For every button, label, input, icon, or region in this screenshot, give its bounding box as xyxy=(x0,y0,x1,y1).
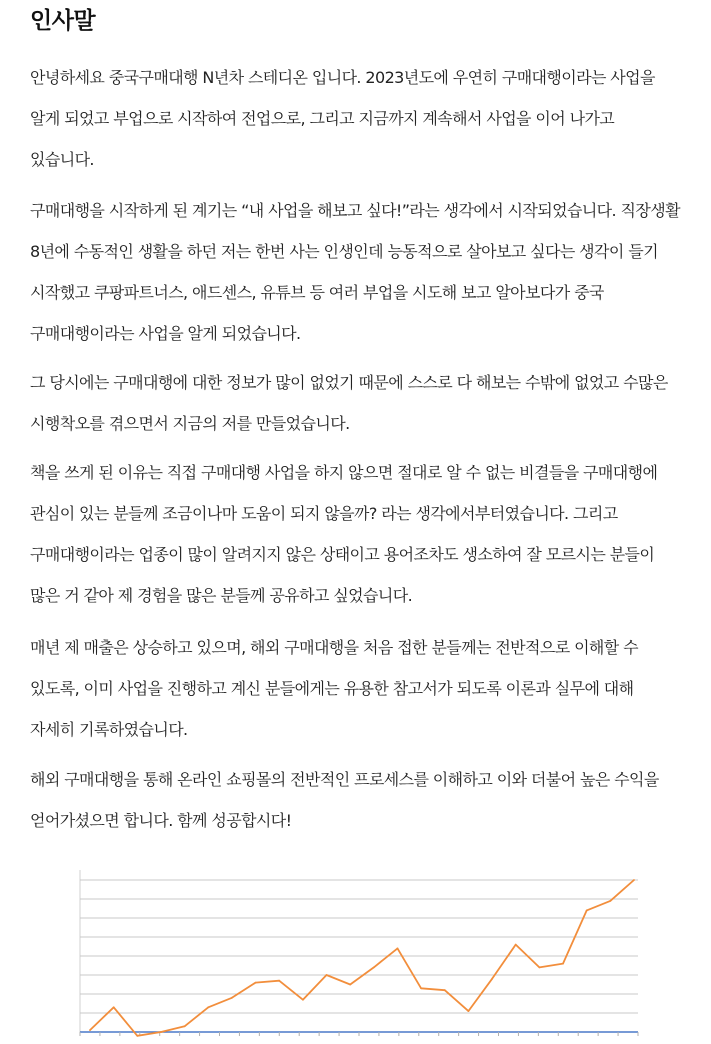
paragraph-sales: 매년 제 매출은 상승하고 있으며, 해외 구매대행을 처음 접한 분들께는 전반적으로 이해할 수 있도록, 이미 사업을 진행하고 계신 분들에게는 유용한 참고서가 되도록 이론과 실무에 대해 자세히 기록하였습니다. xyxy=(30,638,638,739)
data-point xyxy=(515,944,517,946)
data-point xyxy=(539,967,541,969)
page-title: 인사말 xyxy=(30,8,96,34)
data-point xyxy=(255,982,257,984)
data-point xyxy=(349,984,351,986)
data-point xyxy=(373,967,375,969)
data-point xyxy=(302,999,304,1001)
data-point xyxy=(326,974,328,976)
data-point xyxy=(468,1010,470,1012)
data-point xyxy=(586,910,588,912)
paragraph-closing: 해외 구매대행을 통해 온라인 쇼핑몰의 전반적인 프로세스를 이해하고 이와 더불어 높은 수익을 얻어가셨으면 합니다. 함께 성공합시다! xyxy=(30,770,659,830)
data-point xyxy=(136,1035,138,1037)
data-point xyxy=(278,980,280,982)
data-point xyxy=(562,963,564,965)
data-point xyxy=(89,1029,91,1031)
data-point xyxy=(160,1031,162,1033)
paragraph-why-book: 책을 쓰게 된 이유는 직접 구매대행 사업을 하지 않으면 절대로 알 수 없는 비결들을 구매대행에 관심이 있는 분들께 조금이나마 도움이 되지 않을까? 라는 생각에서부터였습니다. 그리고 구매대행이라는 업종이 많이 알려지지 않은 상태이고 용어조차도 생소하여 잘 모르시는 분들이 많은 거 같아 제 경험을 많은 분들께 공유하고 싶었습니다. xyxy=(30,463,658,605)
data-point xyxy=(609,900,611,902)
data-point xyxy=(491,978,493,980)
data-point xyxy=(444,989,446,991)
data-point xyxy=(231,997,233,999)
data-point xyxy=(397,948,399,950)
data-point xyxy=(420,987,422,989)
data-point xyxy=(207,1006,209,1008)
paragraph-early-days: 그 당시에는 구매대행에 대한 정보가 많이 없었기 때문에 스스로 다 해보는 수밖에 없었고 수많은 시행착오를 겪으면서 지금의 저를 만들었습니다. xyxy=(30,373,668,433)
sales-line-chart xyxy=(30,860,650,1040)
data-point xyxy=(113,1006,115,1008)
paragraph-motivation: 구매대행을 시작하게 된 계기는 “내 사업을 해보고 싶다!”라는 생각에서 시작되었습니다. 직장생활 8년에 수동적인 생활을 하던 저는 한번 사는 인생인데 능동적으로 살아보고 싶다는 생각이 들기 시작했고 쿠팡파트너스, 애드센스, 유튜브 등 여러 부업을 시도해 보고 알아보다가 중국 구매대행이라는 사업을 알게 되었습니다. xyxy=(30,201,680,343)
paragraph-intro: 안녕하세요 중국구매대행 N년차 스테디온 입니다. 2023년도에 우연히 구매대행이라는 사업을 알게 되었고 부업으로 시작하여 전업으로, 그리고 지금까지 계속해서 사업을 이어 나가고 있습니다. xyxy=(30,68,655,169)
data-point xyxy=(184,1025,186,1027)
series-line xyxy=(90,880,634,1036)
data-point xyxy=(633,879,635,881)
